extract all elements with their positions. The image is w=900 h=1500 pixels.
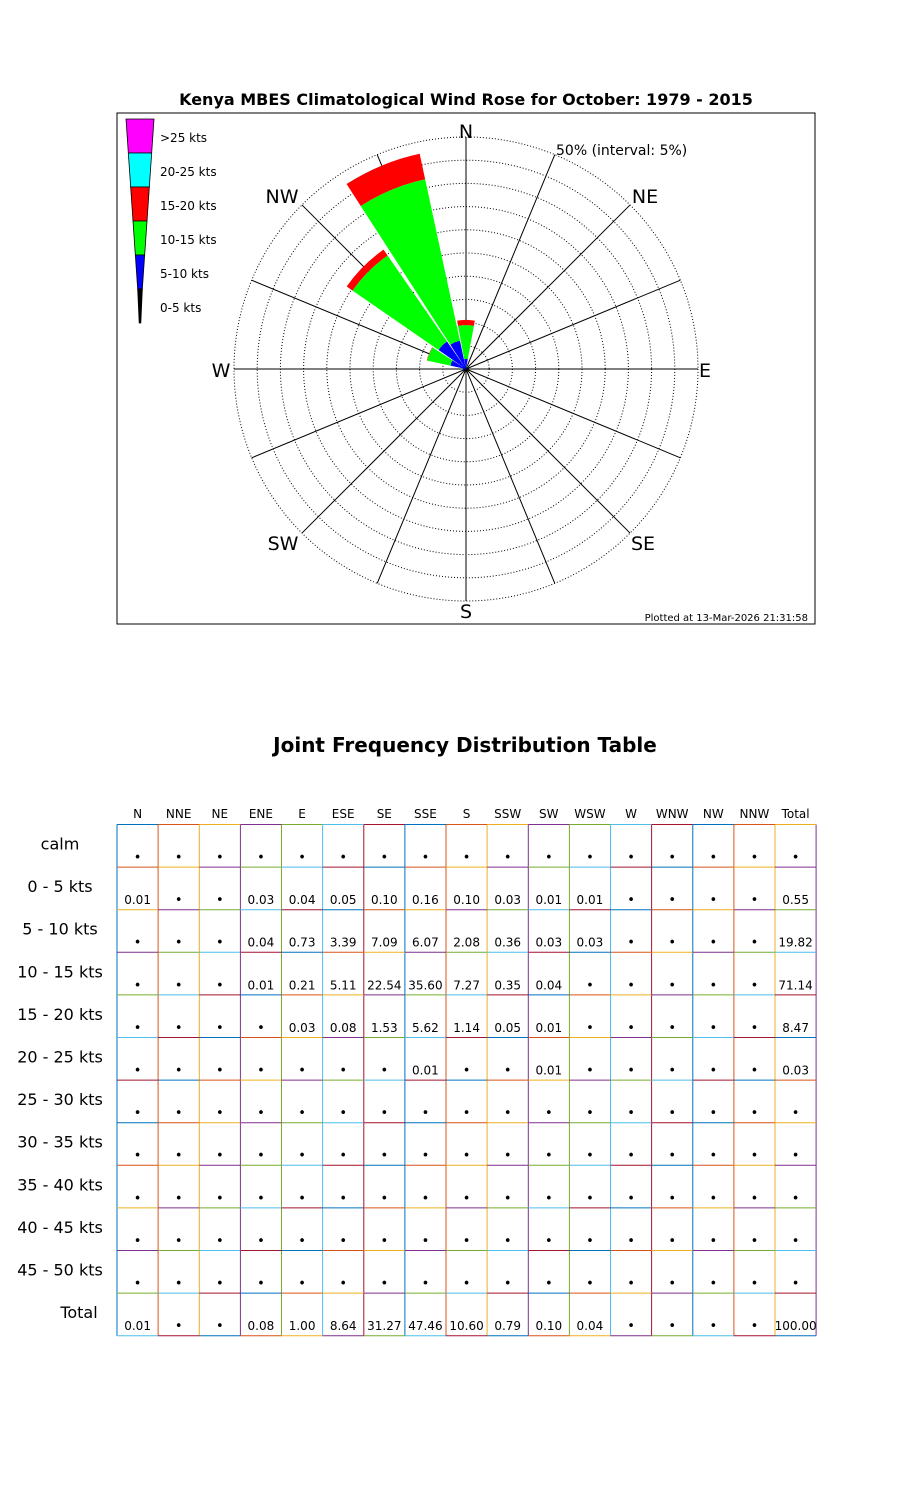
table-cell: 1.14	[453, 1020, 480, 1035]
empty-cell-marker: •	[791, 850, 800, 866]
table-cell: 0.05	[494, 1020, 522, 1035]
empty-cell-marker: •	[627, 893, 635, 909]
empty-cell-marker: •	[257, 1233, 265, 1249]
column-header-nw: NW	[702, 807, 724, 821]
compass-label-sw: SW	[267, 533, 299, 555]
row-label: 35 - 40 kts	[17, 1175, 103, 1195]
empty-cell-marker: •	[257, 1276, 265, 1292]
empty-cell-marker: •	[174, 978, 183, 994]
empty-cell-marker: •	[257, 1191, 265, 1207]
empty-cell-marker: •	[750, 893, 759, 909]
empty-cell-marker: •	[257, 1148, 265, 1164]
row-label: 15 - 20 kts	[17, 1004, 103, 1024]
legend-swatch-5-10-kts	[135, 255, 144, 289]
column-header-ssw: SSW	[494, 807, 522, 821]
table-cell: 0.03	[494, 893, 522, 908]
table-cell: 0.01	[124, 1319, 151, 1334]
empty-cell-marker: •	[462, 1191, 471, 1207]
legend-swatch-25-kts	[126, 119, 154, 153]
empty-cell-marker: •	[586, 1233, 594, 1249]
empty-cell-marker: •	[750, 978, 759, 994]
table-cell: 0.08	[247, 1319, 275, 1334]
empty-cell-marker: •	[298, 1233, 306, 1249]
table-cell: 71.14	[778, 978, 813, 993]
empty-cell-marker: •	[750, 1191, 759, 1207]
empty-cell-marker: •	[791, 1148, 800, 1164]
table-cell: 100.00	[774, 1319, 817, 1334]
empty-cell-marker: •	[257, 850, 265, 866]
empty-cell-marker: •	[791, 1276, 800, 1292]
table-cell: 0.01	[124, 893, 151, 908]
table-cell: 47.46	[408, 1319, 443, 1334]
wind-rose-chart	[0, 0, 900, 640]
empty-cell-marker: •	[544, 1106, 553, 1122]
empty-cell-marker: •	[586, 1276, 594, 1292]
rose-spoke	[466, 369, 555, 583]
empty-cell-marker: •	[298, 1106, 306, 1122]
table-cell: 8.64	[329, 1319, 357, 1334]
empty-cell-marker: •	[174, 850, 183, 866]
table-cell: 3.39	[329, 935, 357, 950]
empty-cell-marker: •	[503, 1191, 512, 1207]
empty-cell-marker: •	[544, 1233, 553, 1249]
empty-cell-marker: •	[668, 978, 677, 994]
empty-cell-marker: •	[586, 1063, 594, 1079]
rose-spoke	[466, 369, 630, 533]
empty-cell-marker: •	[709, 1106, 718, 1122]
column-header-e: E	[298, 807, 306, 821]
empty-cell-marker: •	[215, 1319, 224, 1335]
empty-cell-marker: •	[544, 1191, 553, 1207]
empty-cell-marker: •	[339, 850, 348, 866]
empty-cell-marker: •	[503, 1276, 512, 1292]
empty-cell-marker: •	[750, 1020, 759, 1036]
empty-cell-marker: •	[339, 1233, 348, 1249]
column-header-w: W	[625, 807, 638, 821]
empty-cell-marker: •	[174, 893, 183, 909]
empty-cell-marker: •	[627, 1233, 635, 1249]
rose-spoke	[466, 205, 630, 369]
column-header-ne: NE	[211, 807, 229, 821]
empty-cell-marker: •	[215, 1191, 224, 1207]
empty-cell-marker: •	[627, 1191, 635, 1207]
table-cell: 22.54	[367, 978, 402, 993]
table-cell: 0.01	[535, 1020, 563, 1035]
table-cell: 0.16	[412, 893, 439, 908]
empty-cell-marker: •	[174, 935, 183, 951]
table-cell: 0.01	[535, 1063, 563, 1078]
ring-interval-label: 50% (interval: 5%)	[556, 143, 688, 159]
empty-cell-marker: •	[709, 1148, 718, 1164]
joint-frequency-table	[0, 790, 900, 1350]
empty-cell-marker: •	[298, 1063, 306, 1079]
empty-cell-marker: •	[668, 893, 677, 909]
table-cell: 35.60	[408, 978, 443, 993]
row-label: 45 - 50 kts	[17, 1260, 103, 1280]
table-cell: 19.82	[778, 935, 813, 950]
empty-cell-marker: •	[462, 1276, 471, 1292]
table-cell: 0.35	[494, 978, 522, 993]
table-cell: 31.27	[367, 1319, 402, 1334]
empty-cell-marker: •	[750, 1276, 759, 1292]
empty-cell-marker: •	[791, 1191, 800, 1207]
table-cell: 8.47	[782, 1020, 809, 1035]
rose-spoke	[252, 369, 466, 458]
rose-spoke	[377, 369, 466, 583]
empty-cell-marker: •	[133, 978, 142, 994]
table-cell: 0.21	[288, 978, 316, 993]
table-cell: 0.01	[535, 893, 563, 908]
column-header-se: SE	[376, 807, 392, 821]
empty-cell-marker: •	[668, 1020, 677, 1036]
empty-cell-marker: •	[586, 850, 594, 866]
table-cell: 0.03	[535, 935, 563, 950]
empty-cell-marker: •	[503, 1233, 512, 1249]
empty-cell-marker: •	[709, 1020, 718, 1036]
empty-cell-marker: •	[462, 1148, 471, 1164]
table-cell: 0.73	[288, 935, 316, 950]
table-row	[17, 962, 813, 993]
table-cell: 0.36	[494, 935, 522, 950]
table-row	[17, 1090, 799, 1121]
table-cell: 1.53	[370, 1020, 398, 1035]
empty-cell-marker: •	[668, 935, 677, 951]
empty-cell-marker: •	[339, 1148, 348, 1164]
empty-cell-marker: •	[174, 1020, 183, 1036]
empty-cell-marker: •	[257, 1063, 265, 1079]
empty-cell-marker: •	[627, 1276, 635, 1292]
empty-cell-marker: •	[627, 1319, 635, 1335]
column-header-ese: ESE	[331, 807, 355, 821]
empty-cell-marker: •	[215, 1233, 224, 1249]
empty-cell-marker: •	[215, 893, 224, 909]
empty-cell-marker: •	[215, 978, 224, 994]
empty-cell-marker: •	[627, 1020, 635, 1036]
row-label: 0 - 5 kts	[27, 877, 93, 897]
table-cell: 0.04	[576, 1319, 604, 1334]
compass-label-se: SE	[630, 533, 656, 555]
column-header-wnw: WNW	[655, 807, 689, 821]
table-cell: 0.04	[247, 935, 275, 950]
empty-cell-marker: •	[215, 850, 224, 866]
table-row	[22, 920, 813, 951]
table-cell: 0.03	[576, 935, 604, 950]
empty-cell-marker: •	[174, 1063, 183, 1079]
compass-label-n: N	[458, 121, 474, 143]
empty-cell-marker: •	[215, 1020, 224, 1036]
empty-cell-marker: •	[133, 1063, 142, 1079]
empty-cell-marker: •	[544, 850, 553, 866]
empty-cell-marker: •	[709, 978, 718, 994]
table-cell: 0.10	[535, 1319, 563, 1334]
table-row	[17, 1261, 799, 1292]
empty-cell-marker: •	[586, 1106, 594, 1122]
empty-cell-marker: •	[750, 850, 759, 866]
rose-spoke	[466, 280, 680, 369]
empty-cell-marker: •	[627, 1063, 635, 1079]
row-label: 5 - 10 kts	[22, 919, 98, 939]
empty-cell-marker: •	[709, 935, 718, 951]
rose-spoke	[466, 369, 680, 458]
empty-cell-marker: •	[133, 1148, 142, 1164]
empty-cell-marker: •	[215, 1276, 224, 1292]
empty-cell-marker: •	[750, 1106, 759, 1122]
empty-cell-marker: •	[339, 1191, 348, 1207]
empty-cell-marker: •	[215, 1148, 224, 1164]
empty-cell-marker: •	[339, 1063, 348, 1079]
empty-cell-marker: •	[257, 1106, 265, 1122]
empty-cell-marker: •	[503, 1148, 512, 1164]
empty-cell-marker: •	[380, 1148, 389, 1164]
empty-cell-marker: •	[298, 850, 306, 866]
empty-cell-marker: •	[421, 1148, 430, 1164]
empty-cell-marker: •	[298, 1191, 306, 1207]
empty-cell-marker: •	[298, 1276, 306, 1292]
row-label: calm	[40, 834, 80, 854]
empty-cell-marker: •	[215, 1063, 224, 1079]
legend-label-25-kts: >25 kts	[160, 131, 208, 145]
empty-cell-marker: •	[380, 1106, 389, 1122]
table-cell: 0.05	[329, 893, 357, 908]
empty-cell-marker: •	[627, 935, 635, 951]
empty-cell-marker: •	[174, 1191, 183, 1207]
empty-cell-marker: •	[421, 1106, 430, 1122]
empty-cell-marker: •	[174, 1148, 183, 1164]
table-cell: 7.09	[370, 935, 398, 950]
empty-cell-marker: •	[503, 850, 512, 866]
table-cell: 0.08	[329, 1020, 357, 1035]
table-cell: 0.03	[782, 1063, 809, 1078]
empty-cell-marker: •	[503, 1063, 512, 1079]
table-cell: 0.03	[247, 893, 275, 908]
empty-cell-marker: •	[215, 935, 224, 951]
empty-cell-marker: •	[791, 1106, 800, 1122]
table-cell: 0.10	[453, 893, 480, 908]
empty-cell-marker: •	[668, 1106, 677, 1122]
empty-cell-marker: •	[750, 1319, 759, 1335]
column-header-sw: SW	[539, 807, 559, 821]
table-row	[59, 1303, 816, 1334]
empty-cell-marker: •	[627, 1106, 635, 1122]
empty-cell-marker: •	[174, 1106, 183, 1122]
row-label: Total	[60, 1303, 98, 1323]
column-header-s: S	[462, 807, 471, 821]
table-cell: 0.04	[288, 893, 316, 908]
legend-label-0-5-kts: 0-5 kts	[160, 301, 202, 315]
empty-cell-marker: •	[791, 1233, 800, 1249]
table-cell: 0.01	[412, 1063, 439, 1078]
legend-swatch-0-5-kts	[138, 289, 143, 323]
table-cell: 0.04	[535, 978, 563, 993]
empty-cell-marker: •	[709, 1233, 718, 1249]
row-label: 25 - 30 kts	[17, 1090, 103, 1110]
empty-cell-marker: •	[215, 1106, 224, 1122]
table-cell: 5.11	[329, 978, 357, 993]
empty-cell-marker: •	[133, 1106, 142, 1122]
empty-cell-marker: •	[544, 1276, 553, 1292]
column-header-wsw: WSW	[574, 807, 606, 821]
empty-cell-marker: •	[462, 1233, 471, 1249]
empty-cell-marker: •	[421, 1233, 430, 1249]
empty-cell-marker: •	[133, 850, 142, 866]
empty-cell-marker: •	[133, 1191, 142, 1207]
table-cell: 10.60	[449, 1319, 484, 1334]
empty-cell-marker: •	[133, 1020, 142, 1036]
table-column-headers	[133, 807, 810, 821]
rose-petals	[347, 154, 475, 370]
compass-label-nw: NW	[265, 186, 299, 208]
legend-label-5-10-kts: 5-10 kts	[160, 267, 209, 281]
empty-cell-marker: •	[586, 1148, 594, 1164]
empty-cell-marker: •	[668, 850, 677, 866]
table-row	[17, 1133, 799, 1164]
empty-cell-marker: •	[750, 935, 759, 951]
row-label: 10 - 15 kts	[17, 962, 103, 982]
empty-cell-marker: •	[133, 935, 142, 951]
empty-cell-marker: •	[380, 1276, 389, 1292]
column-header-nnw: NNW	[739, 807, 770, 821]
empty-cell-marker: •	[627, 1148, 635, 1164]
compass-label-ne: NE	[631, 186, 659, 208]
empty-cell-marker: •	[668, 1148, 677, 1164]
empty-cell-marker: •	[133, 1276, 142, 1292]
table-row	[17, 1218, 799, 1249]
table-cell: 0.01	[576, 893, 604, 908]
table-title: Joint Frequency Distribution Table	[273, 733, 657, 757]
table-cell: 0.10	[370, 893, 398, 908]
empty-cell-marker: •	[421, 1276, 430, 1292]
table-row	[27, 877, 809, 908]
legend-swatch-15-20-kts	[131, 187, 150, 221]
table-cell: 0.79	[494, 1319, 522, 1334]
empty-cell-marker: •	[709, 1276, 718, 1292]
empty-cell-marker: •	[586, 1020, 594, 1036]
table-row	[41, 835, 800, 866]
empty-cell-marker: •	[380, 1063, 389, 1079]
petal-s-15-20-kts	[457, 320, 475, 326]
empty-cell-marker: •	[462, 850, 471, 866]
empty-cell-marker: •	[668, 1233, 677, 1249]
column-header-sse: SSE	[413, 807, 437, 821]
empty-cell-marker: •	[627, 978, 635, 994]
empty-cell-marker: •	[339, 1276, 348, 1292]
empty-cell-marker: •	[462, 1063, 471, 1079]
table-cell: 1.00	[288, 1319, 316, 1334]
petal-e-10-15-kts	[461, 368, 462, 370]
empty-cell-marker: •	[380, 1233, 389, 1249]
empty-cell-marker: •	[544, 1148, 553, 1164]
empty-cell-marker: •	[668, 1319, 677, 1335]
empty-cell-marker: •	[421, 1191, 430, 1207]
legend-label-15-20-kts: 15-20 kts	[160, 199, 217, 213]
column-header-nne: NNE	[165, 807, 192, 821]
empty-cell-marker: •	[750, 1233, 759, 1249]
compass-label-s: S	[459, 601, 473, 623]
empty-cell-marker: •	[174, 1276, 183, 1292]
empty-cell-marker: •	[503, 1106, 512, 1122]
empty-cell-marker: •	[298, 1148, 306, 1164]
empty-cell-marker: •	[380, 850, 389, 866]
table-row	[17, 1048, 809, 1079]
row-label: 40 - 45 kts	[17, 1217, 103, 1237]
table-cell: 0.55	[782, 893, 809, 908]
empty-cell-marker: •	[586, 1191, 594, 1207]
legend-swatch-20-25-kts	[128, 153, 151, 187]
empty-cell-marker: •	[668, 1191, 677, 1207]
empty-cell-marker: •	[709, 1319, 718, 1335]
empty-cell-marker: •	[174, 1319, 183, 1335]
legend-label-20-25-kts: 20-25 kts	[160, 165, 217, 179]
empty-cell-marker: •	[750, 1148, 759, 1164]
row-label: 30 - 35 kts	[17, 1132, 103, 1152]
table-cell: 5.62	[412, 1020, 439, 1035]
empty-cell-marker: •	[668, 1063, 677, 1079]
rose-spoke	[302, 369, 466, 533]
empty-cell-marker: •	[380, 1191, 389, 1207]
empty-cell-marker: •	[750, 1063, 759, 1079]
compass-label-e: E	[698, 360, 712, 382]
empty-cell-marker: •	[462, 1106, 471, 1122]
empty-cell-marker: •	[709, 1191, 718, 1207]
compass-labels	[212, 121, 711, 623]
empty-cell-marker: •	[339, 1106, 348, 1122]
table-row	[17, 1175, 799, 1206]
empty-cell-marker: •	[668, 1276, 677, 1292]
table-cell: 0.03	[288, 1020, 316, 1035]
empty-cell-marker: •	[421, 850, 430, 866]
row-label: 20 - 25 kts	[17, 1047, 103, 1067]
column-header-n: N	[133, 807, 143, 821]
empty-cell-marker: •	[133, 1233, 142, 1249]
empty-cell-marker: •	[709, 1063, 718, 1079]
empty-cell-marker: •	[627, 850, 635, 866]
column-header-ene: ENE	[248, 807, 273, 821]
empty-cell-marker: •	[174, 1233, 183, 1249]
empty-cell-marker: •	[709, 893, 718, 909]
legend-label-10-15-kts: 10-15 kts	[160, 233, 217, 247]
plot-timestamp: Plotted at 13-Mar-2026 21:31:58	[644, 613, 808, 624]
rose-spoke	[466, 155, 555, 369]
table-cell: 6.07	[412, 935, 439, 950]
empty-cell-marker: •	[586, 978, 594, 994]
table-cell: 0.01	[247, 978, 275, 993]
rose-legend	[126, 119, 217, 323]
rose-title: Kenya MBES Climatological Wind Rose for October: 1979 - 2015	[179, 90, 753, 109]
table-row	[17, 1005, 809, 1036]
column-header-total: Total	[781, 807, 810, 821]
table-cell: 7.27	[453, 978, 480, 993]
compass-label-w: W	[211, 360, 231, 382]
legend-swatch-10-15-kts	[133, 221, 147, 255]
table-cell: 2.08	[453, 935, 480, 950]
empty-cell-marker: •	[709, 850, 718, 866]
empty-cell-marker: •	[257, 1020, 265, 1036]
